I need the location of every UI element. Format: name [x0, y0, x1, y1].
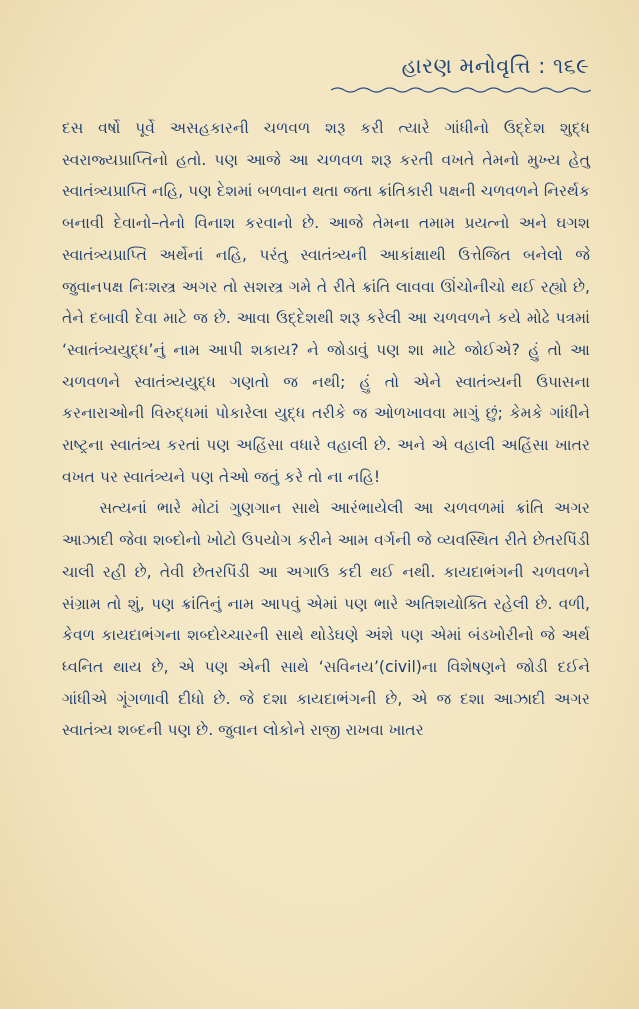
- running-header: હારણ મનોવૃત્તિ : ૧૬૯: [401, 54, 589, 78]
- page-body-text: [62, 113, 590, 747]
- paragraph-2: સત્યનાં ભારે મોટાં ગુણગાન સાથે આરંભાયેલી આ ચળવળમાં ક્રાંતિ અગર આઝાદી જેવા શબ્દોનો ખોટો ઉપયોગ કરીને આમ વર્ગની જે વ્યવસ્થિત રીતે છેતરપિંડી ચાલી રહી છે, તેવી છેતરપિંડી આ અગાઉ કદી થઈ નથી. કાયદાભંગની ચળવળને સંગ્રામ તો શું, પણ ક્રાંતિનું નામ આપવું એમાં પણ ભારે અતિશયોક્તિ રહેલી છે. વળી, કેવળ કાયદાભંગના શબ્દોચ્ચારની સાથે થોડેઘણે અંશે પણ એમાં બંડખોરીનો જે અર્થ ધ્વનિત થાય છે, એ પણ એની સાથે ‘સવિનય’(civil)ના વિશેષણને જોડી દઈને ગાંધીએ ગૂંગળાવી દીધો છે. જે દશા કાયદાભંગની છે, એ જ દશા આઝાદી અગર સ્વાતંત્ર્ય શબ્દની પણ છે. જુવાન લોકોને રાજી રાખવા ખાતર: [62, 499, 590, 740]
- paragraph-1: દસ વર્ષો પૂર્વે અસહકારની ચળવળ શરૂ કરી ત્યારે ગાંધીનો ઉદ્દેશ શુદ્ધ સ્વરાજ્યપ્રાપ્તિનો હતો. પણ આજે આ ચળવળ શરૂ કરતી વખતે તેમનો મુખ્ય હેતુ સ્વાતંત્ર્યપ્રાપ્તિ નહિ, પણ દેશમાં બળવાન થતા જતા ક્રાંતિકારી પક્ષની ચળવળને નિરર્થક બનાવી દેવાનો–તેનો વિનાશ કરવાનો છે. આજે તેમના તમામ પ્રયત્નો અને ઘગશ સ્વાતંત્ર્યપ્રાપ્તિ અર્થેનાં નહિ, પરંતુ સ્વાતંત્ર્યની આકાંક્ષાથી ઉત્તેજિત બનેલો જે જુવાનપક્ષ નિઃશસ્ત્ર અગર તો સશસ્ત્ર ગમે તે રીતે ક્રાંતિ લાવવા ઊંચોનીચો થઈ રહ્યો છે, તેને દબાવી દેવા માટે જ છે. આવા ઉદ્દેશથી શરૂ કરેલી આ ચળવળને કયે મોઢે પત્રમાં ‘સ્વાતંત્ર્યયુદ્ધ’નું નામ આપી શકાય? ને જોડાવું પણ શા માટે જોઈએ? હું તો આ ચળવળને સ્વાતંત્ર્યયુદ્ધ ગણતો જ નથી; હું તો એને સ્વાતંત્ર્યની ઉપાસના કરનારાઓની વિરુદ્ધમાં પોકારેલા યુદ્ધ તરીકે જ ઓળખાવવા માગું છું; કેમકે ગાંધીને રાષ્ટ્રના સ્વાતંત્ર્ય કરતાં પણ અહિંસા વધારે વહાલી છે. અને એ વહાલી અહિંસા ખાતર વખત પર સ્વાતંત્ર્યને પણ તેઓ જતું કરે તો ના નહિ!: [62, 119, 590, 486]
- decorative-wavy-rule: [331, 86, 591, 94]
